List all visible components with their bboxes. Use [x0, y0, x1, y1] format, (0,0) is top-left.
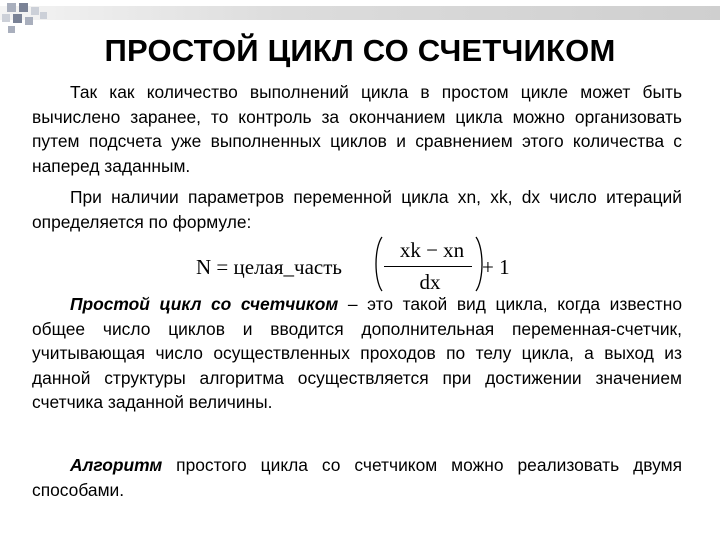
- decor-square: [7, 3, 16, 12]
- formula-numerator: xk − xn: [399, 238, 465, 262]
- decor-square: [13, 14, 22, 23]
- decor-square: [8, 26, 15, 33]
- iteration-formula: [196, 236, 536, 294]
- decor-square: [2, 14, 10, 22]
- decor-square: [31, 7, 39, 15]
- paragraph-parameters: При наличии параметров переменной цикла xn, xk, dx число итераций определяется по формуле:: [32, 187, 682, 232]
- definition-text: – это такой вид цикла, когда известно общее число циклов и вводится дополнительная переменная-счетчик, учитывающая число осуществленных проходов по телу цикла, а выход из данной структуры алгоритма осуществляется при достижении значением счетчика заданной величины.: [32, 294, 683, 413]
- decor-square: [19, 3, 28, 12]
- header-gradient-bar: [0, 6, 720, 20]
- formula-rhs: + 1: [482, 255, 510, 279]
- definition-term: Простой цикл со счетчиком: [70, 294, 339, 314]
- fraction-line: [384, 266, 472, 267]
- paragraph-definition: [32, 292, 682, 415]
- decor-square: [40, 12, 47, 19]
- left-parenthesis: [372, 236, 384, 292]
- algorithm-text: простого цикла со счетчиком можно реализовать двумя способами.: [32, 455, 682, 500]
- decor-square: [25, 17, 33, 25]
- paragraph-intro: Так как количество выполнений цикла в простом цикле может быть вычислено заранее, то контроль за окончанием цикла можно организовать путем подсчета уже выполненных циклов и сравнением этого количества с наперед заданным.: [32, 82, 682, 176]
- algorithm-term: Алгоритм: [70, 455, 163, 475]
- formula-lhs: N = целая_часть: [196, 255, 342, 279]
- slide-title: ПРОСТОЙ ЦИКЛ СО СЧЕТЧИКОМ: [104, 33, 616, 68]
- paragraph-algorithm: [32, 453, 682, 502]
- formula-denominator: dx: [419, 270, 441, 294]
